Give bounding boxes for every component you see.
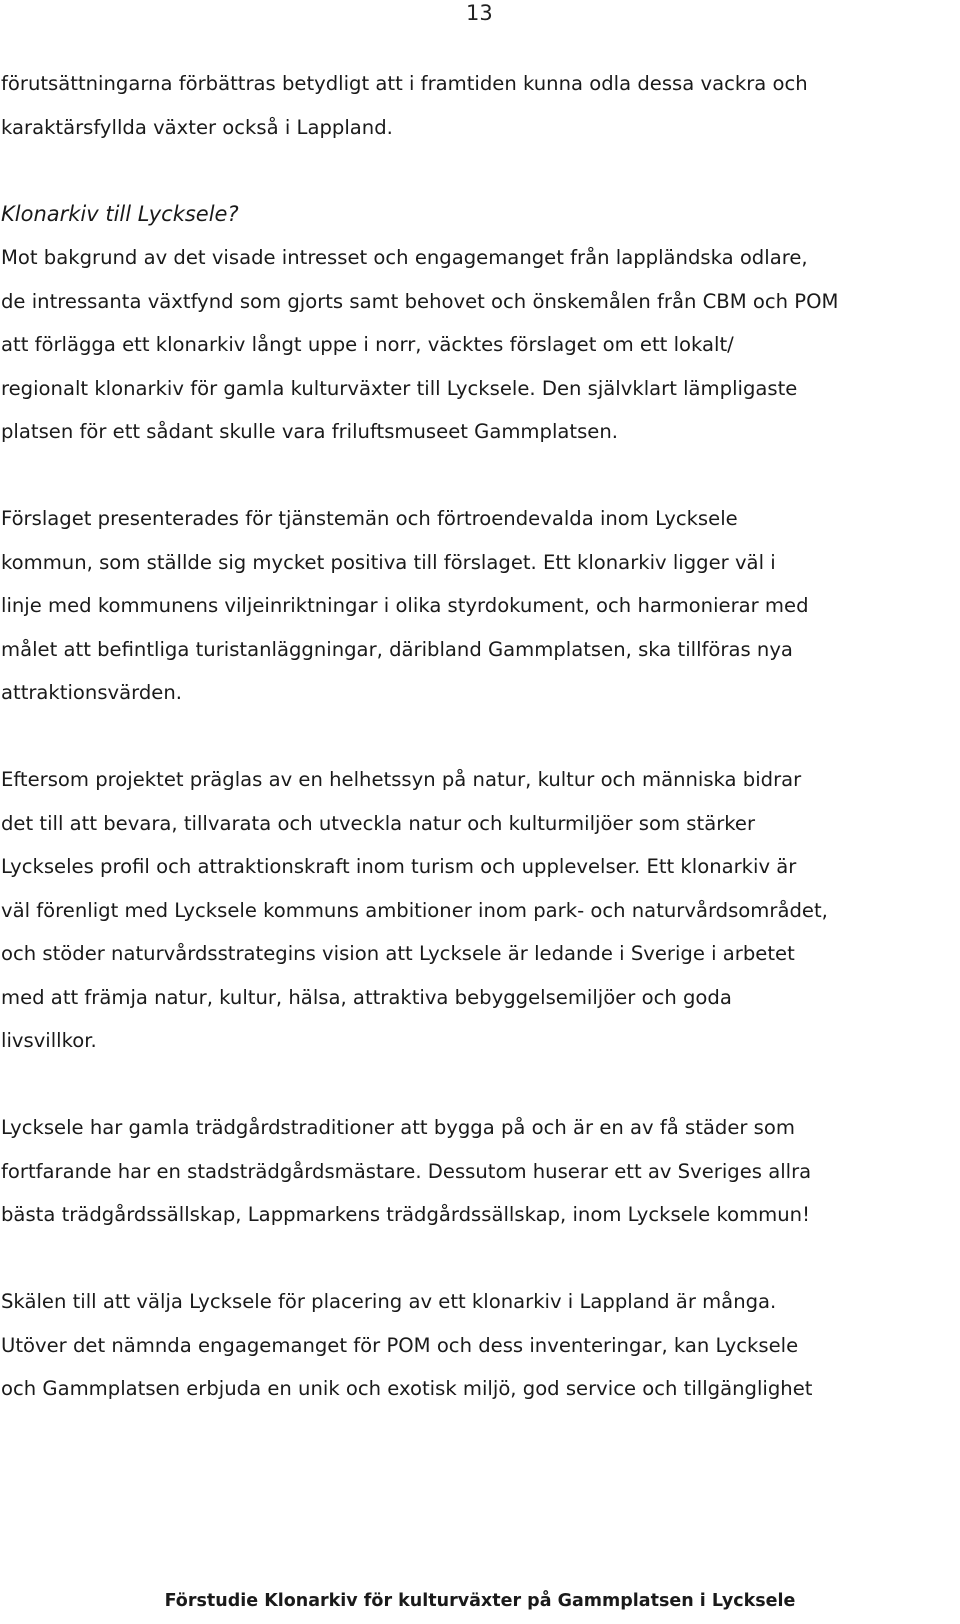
paragraph-2 (1, 497, 946, 715)
text-line: målet att befintliga turistanläggningar, däribland Gammplatsen, ska tillföras nya (1, 637, 793, 661)
paragraph-gap (1, 454, 946, 498)
text-line: bästa trädgårdssällskap, Lappmarkens trädgårdssällskap, inom Lycksele kommun! (1, 1203, 810, 1226)
intro-line: förutsättningarna förbättras betydligt att i framtiden kunna odla dessa vackra och (1, 72, 808, 95)
text-line: de intressanta växtfynd som gjorts samt behovet och önskemålen från CBM och POM (1, 289, 839, 313)
text-line: Förslaget presenterades för tjänstemän och förtroendevalda inom Lycksele (1, 507, 738, 530)
text-line: regionalt klonarkiv för gamla kulturväxter till Lycksele. Den självklart lämpligaste (1, 376, 798, 400)
paragraph-gap (1, 149, 946, 193)
text-line: livsvillkor. (1, 1029, 97, 1052)
page-number: 13 (466, 1, 493, 25)
text-line: att förlägga ett klonarkiv långt uppe i norr, väcktes förslaget om ett lokalt/ (1, 333, 734, 356)
paragraph-4 (1, 1106, 946, 1237)
text-line: Mot bakgrund av det visade intresset och engagemanget från lappländska odlare, (1, 246, 808, 269)
text-line: kommun, som ställde sig mycket positiva till förslaget. Ett klonarkiv ligger väl i (1, 550, 776, 574)
text-line: fortfarande har en stadsträdgårdsmästare. Dessutom huserar ett av Sveriges allra (1, 1159, 812, 1183)
paragraph-3 (1, 758, 946, 1063)
paragraph-gap (1, 1237, 946, 1281)
text-line: och Gammplatsen erbjuda en unik och exotisk miljö, god service och tillgänglighet (1, 1377, 813, 1400)
text-line: linje med kommunens viljeinriktningar i olika styrdokument, och harmonierar med (1, 594, 809, 617)
text-line: platsen för ett sådant skulle vara friluftsmuseet Gammplatsen. (1, 420, 619, 443)
paragraph-gap (1, 1063, 946, 1107)
text-line: och stöder naturvårdsstrategins vision att Lycksele är ledande i Sverige i arbetet (1, 942, 795, 965)
paragraph-5 (1, 1280, 946, 1411)
paragraph-gap (1, 715, 946, 759)
text-line: attraktionsvärden. (1, 681, 182, 704)
text-line: Utöver det nämnda engagemanget för POM och dess inventeringar, kan Lycksele (1, 1333, 799, 1357)
page-footer: Förstudie Klonarkiv för kulturväxter på Gammplatsen i Lycksele (164, 1591, 796, 1611)
section-heading: Klonarkiv till Lycksele? (1, 201, 239, 226)
text-line: Eftersom projektet präglas av en helhetssyn på natur, kultur och människa bidrar (1, 768, 802, 791)
paragraph-1 (1, 236, 946, 454)
text-line: Lycksele har gamla trädgårdstraditioner att bygga på och är en av få städer som (1, 1116, 795, 1139)
text-line: Lyckseles profil och attraktionskraft inom turism och upplevelser. Ett klonarkiv är (1, 855, 797, 878)
text-line: Skälen till att välja Lycksele för placering av ett klonarkiv i Lappland är många. (1, 1290, 777, 1313)
text-line: det till att bevara, tillvarata och utveckla natur och kulturmiljöer som stärker (1, 811, 756, 835)
text-line: med att främja natur, kultur, hälsa, attraktiva bebyggelsemiljöer och goda (1, 985, 732, 1009)
intro-line: karaktärsfyllda växter också i Lappland. (1, 115, 393, 139)
text-line: väl förenligt med Lycksele kommuns ambitioner inom park- och naturvårdsområdet, (1, 898, 828, 922)
document-body (1, 62, 946, 1411)
